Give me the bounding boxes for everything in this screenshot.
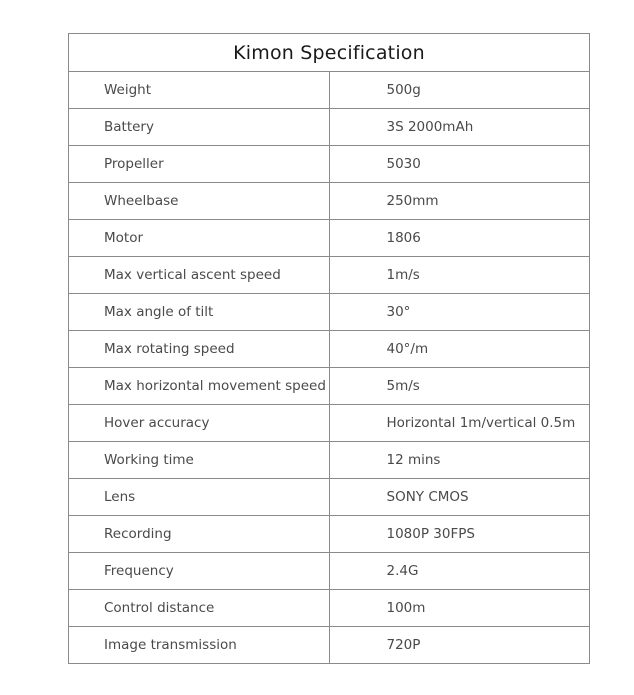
table-header-row xyxy=(69,34,590,72)
table-row xyxy=(69,627,590,664)
spec-label: Frequency xyxy=(69,553,330,590)
spec-value: 500g xyxy=(329,72,590,109)
table-row xyxy=(69,442,590,479)
spec-label: Battery xyxy=(69,109,330,146)
table-row xyxy=(69,146,590,183)
spec-label: Motor xyxy=(69,220,330,257)
table-row xyxy=(69,257,590,294)
table-row xyxy=(69,183,590,220)
table-body xyxy=(69,72,590,664)
spec-label: Recording xyxy=(69,516,330,553)
spec-label: Weight xyxy=(69,72,330,109)
spec-value: 5m/s xyxy=(329,368,590,405)
table-row xyxy=(69,479,590,516)
spec-label: Max angle of tilt xyxy=(69,294,330,331)
spec-value: SONY CMOS xyxy=(329,479,590,516)
spec-value: 12 mins xyxy=(329,442,590,479)
spec-value: 1806 xyxy=(329,220,590,257)
spec-label: Hover accuracy xyxy=(69,405,330,442)
spec-label: Wheelbase xyxy=(69,183,330,220)
spec-label: Max vertical ascent speed xyxy=(69,257,330,294)
table-row xyxy=(69,109,590,146)
table-row xyxy=(69,220,590,257)
spec-value: 3S 2000mAh xyxy=(329,109,590,146)
spec-value: 40°/m xyxy=(329,331,590,368)
table-row xyxy=(69,590,590,627)
spec-value: 250mm xyxy=(329,183,590,220)
spec-value: 5030 xyxy=(329,146,590,183)
spec-label: Working time xyxy=(69,442,330,479)
spec-value: 2.4G xyxy=(329,553,590,590)
spec-label: Max horizontal movement speed xyxy=(69,368,330,405)
spec-value: 1080P 30FPS xyxy=(329,516,590,553)
spec-label: Lens xyxy=(69,479,330,516)
table-row xyxy=(69,294,590,331)
spec-value: 720P xyxy=(329,627,590,664)
spec-value: Horizontal 1m/vertical 0.5m xyxy=(329,405,590,442)
spec-value: 1m/s xyxy=(329,257,590,294)
table-title: Kimon Specification xyxy=(69,34,590,72)
spec-label: Propeller xyxy=(69,146,330,183)
table-row xyxy=(69,405,590,442)
table-row xyxy=(69,331,590,368)
spec-label: Max rotating speed xyxy=(69,331,330,368)
spec-label: Image transmission xyxy=(69,627,330,664)
table-row xyxy=(69,368,590,405)
spec-value: 30° xyxy=(329,294,590,331)
specification-table xyxy=(68,33,590,664)
spec-label: Control distance xyxy=(69,590,330,627)
table-row xyxy=(69,553,590,590)
spec-value: 100m xyxy=(329,590,590,627)
table-row xyxy=(69,72,590,109)
table-row xyxy=(69,516,590,553)
